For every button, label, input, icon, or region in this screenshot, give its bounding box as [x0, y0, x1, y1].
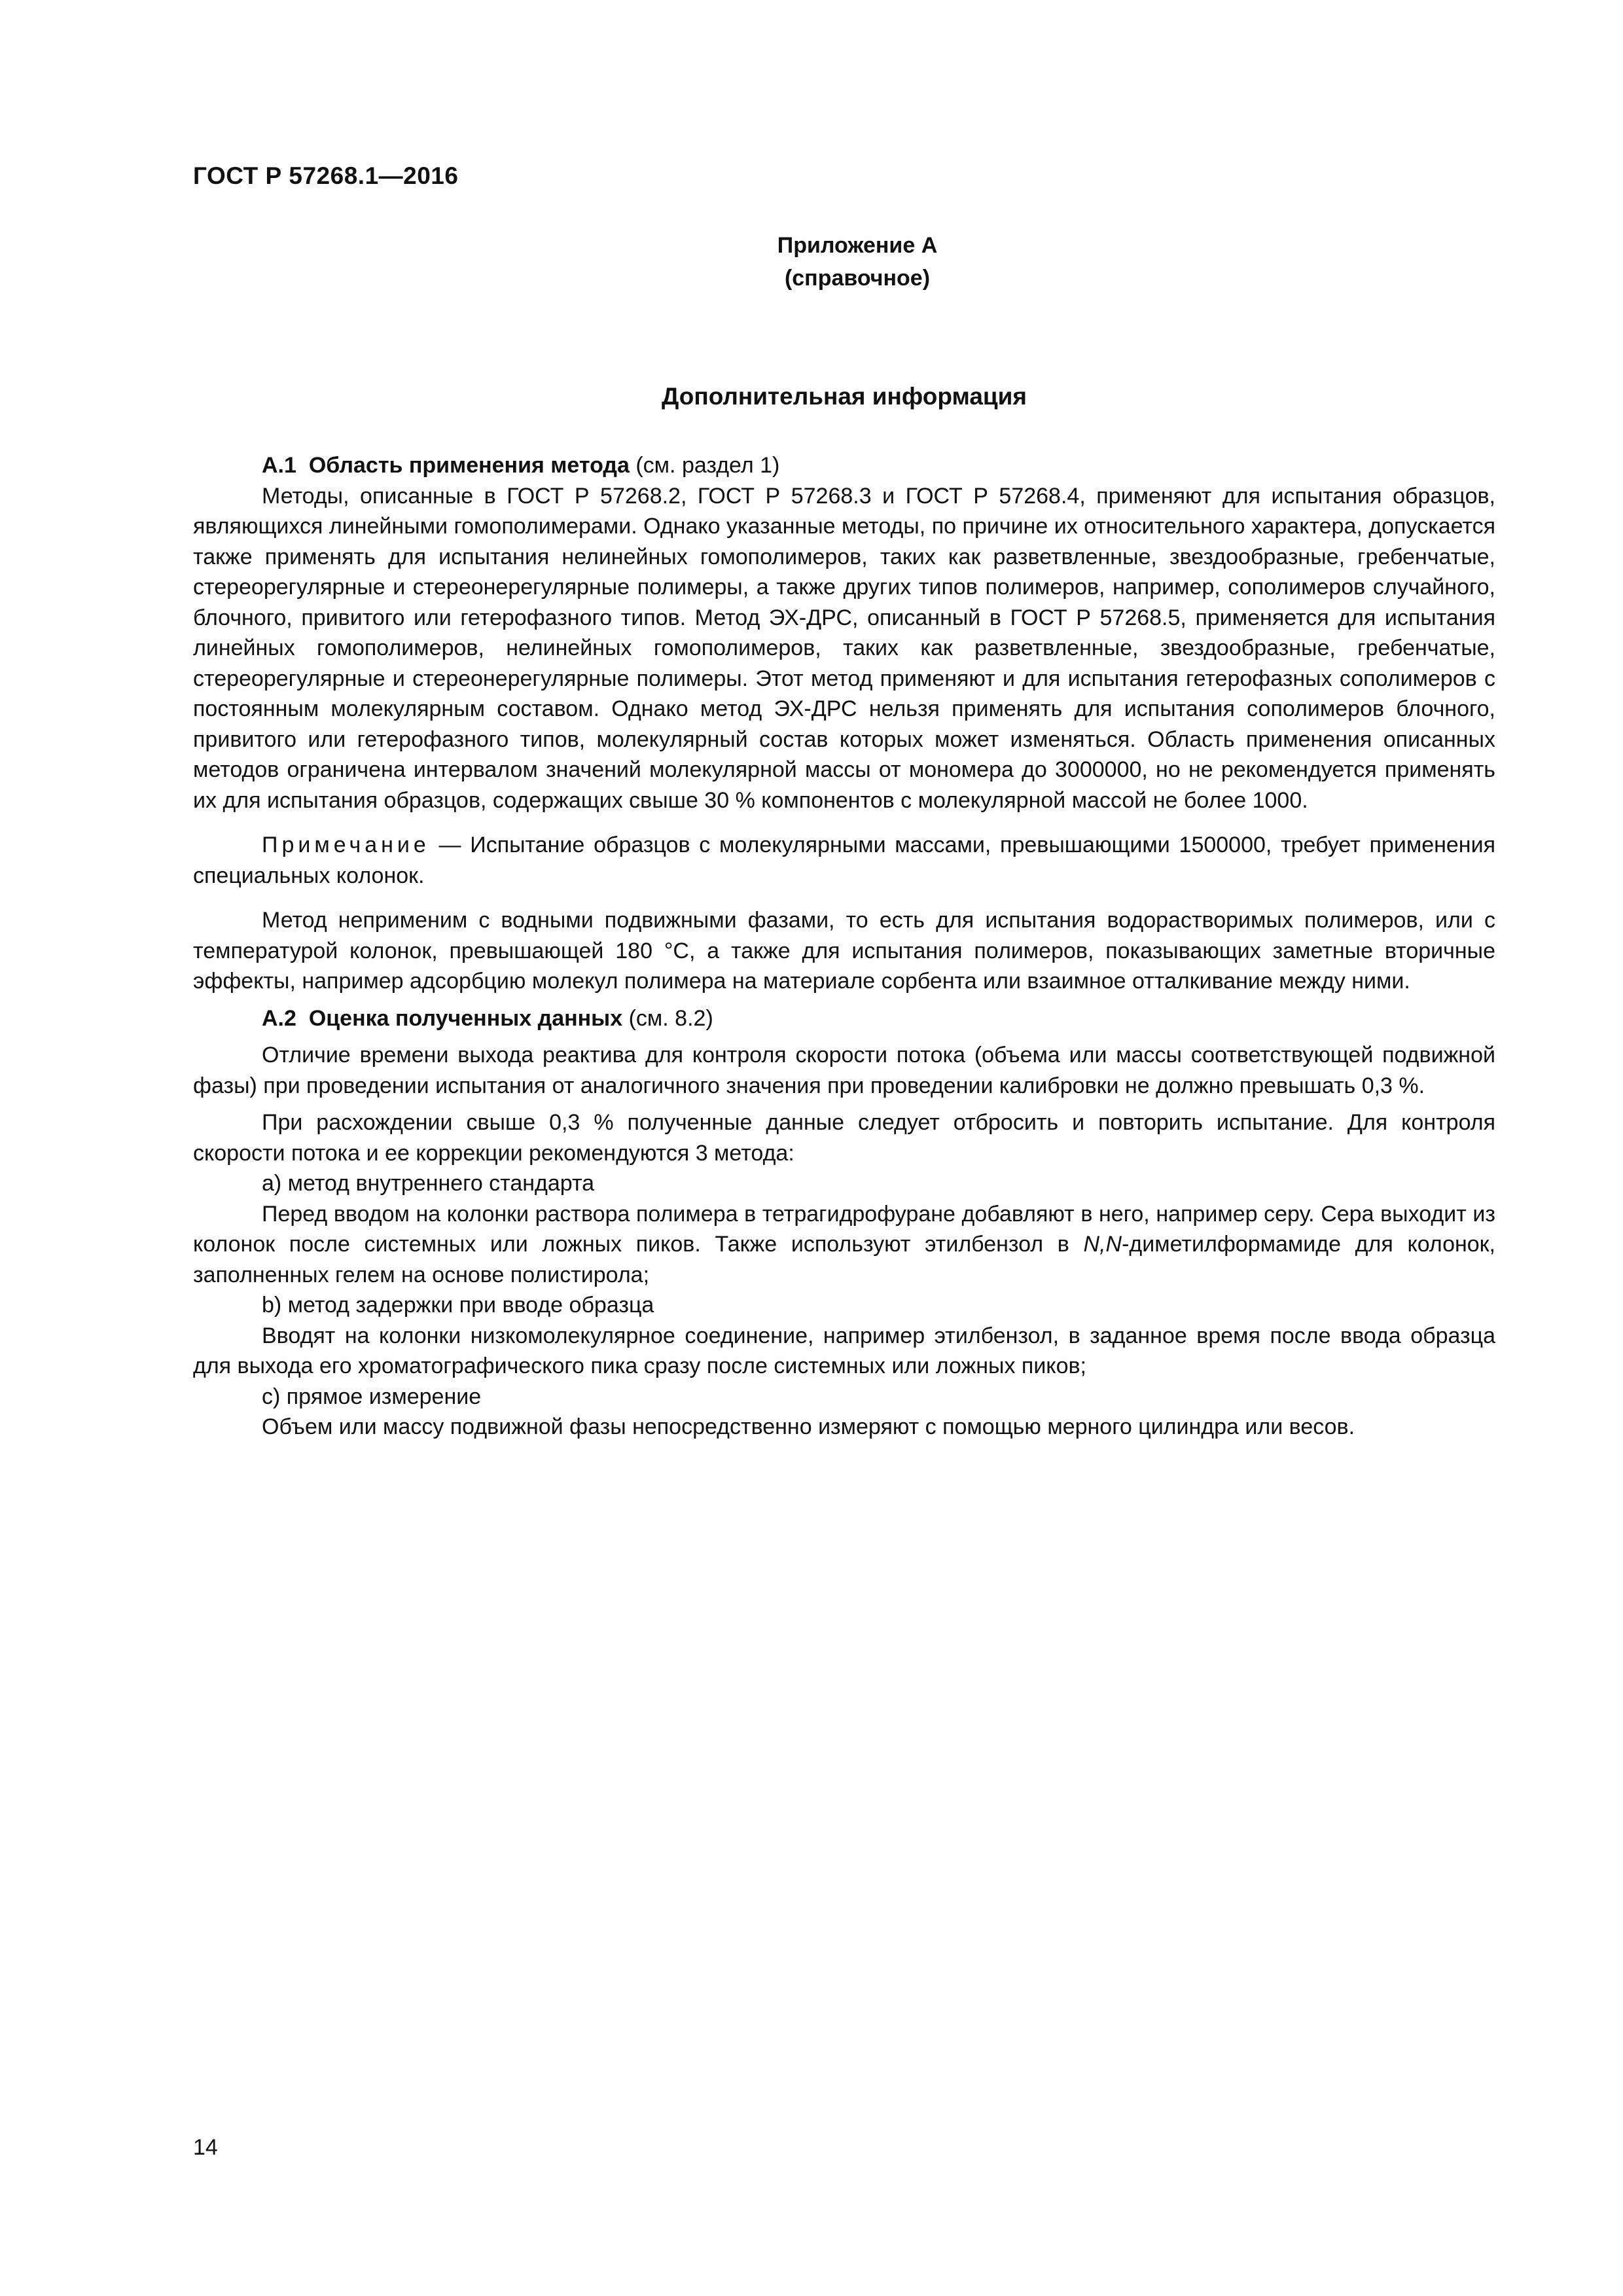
section-a2-number: А.2: [262, 1005, 296, 1031]
note-label: Примечание: [262, 833, 430, 857]
section-a2-paragraph-2: При расхождении свыше 0,3 % полученные данные следует отбросить и повторить испытание. Для контроля скорости потока и ее коррекции рекомендуются 3 метода:: [193, 1110, 1495, 1166]
list-item-b-text: Вводят на колонки низкомолекулярное соединение, например этилбензол, в заданное время после ввода образца для выхода его хроматографического пика сразу после системных или ложных пиков;: [193, 1323, 1495, 1378]
section-a1-note: [193, 830, 1495, 891]
section-a1-header: [193, 450, 1495, 481]
section-a1-paragraph-2: Метод неприменим с водными подвижными фазами, то есть для испытания водорастворимых полимеров, или с температурой колонок, превышающей 180 °С, а также для испытания полимеров, показывающих заметные вторичные эффекты, например адсорбцию молекул полимера на материале сорбента или взаимное отталкивание между ними.: [193, 908, 1495, 994]
section-a1-paragraph-1: Методы, описанные в ГОСТ Р 57268.2, ГОСТ Р 57268.3 и ГОСТ Р 57268.4, применяют для испытания образцов, являющихся линейными гомополимерами. Однако указанные методы, по причине их относительного характера, допускается также применять для испытания нелинейных гомополимеров, таких как разветвленные, звездообразные, гребенчатые, стереорегулярные и стереонерегулярные полимеры, а также других типов полимеров, например, сополимеров случайного, блочного, привитого или гетерофазного типов. Метод ЭХ-ДРС, описанный в ГОСТ Р 57268.5, применяется для испытания линейных гомополимеров, нелинейных гомополимеров, таких как разветвленные, звездообразные, гребенчатые, стереорегулярные и стереонерегулярные полимеры. Этот метод применяют и для испытания гетерофазных сополимеров с постоянным молекулярным составом. Однако метод ЭХ-ДРС нельзя применять для испытания сополимеров блочного, привитого или гетерофазного типов, молекулярный состав которых может изменяться. Область применения описанных методов ограничена интервалом значений молекулярной массы от мономера до 3000000, но не рекомендуется применять их для испытания образцов, содержащих свыше 30 % компонентов с молекулярной массой не более 1000.: [193, 483, 1495, 813]
appendix-subtitle: (справочное): [784, 266, 931, 291]
appendix-title: Приложение А: [777, 233, 938, 258]
list-item-a: а) метод внутреннего стандарта: [262, 1171, 595, 1196]
list-item-c-text: Объем или массу подвижной фазы непосредственно измеряют с помощью мерного цилиндра или весов.: [262, 1414, 1355, 1439]
section-a1-title: Область применения метода: [308, 453, 630, 478]
list-item-b: b) метод задержки при вводе образца: [262, 1293, 654, 1318]
section-a2-ref: (см. 8.2): [622, 1005, 713, 1031]
list-item-a-text: [193, 1199, 1495, 1291]
list-item-a-text-italic: N,N: [1083, 1232, 1122, 1257]
list-item-a-text-part2: -диметилформамиде для колонок, заполненных гелем на основе полистирола;: [193, 1232, 1495, 1287]
section-a1-number: А.1: [262, 453, 296, 478]
document-body: [193, 450, 1495, 1443]
list-item-c: с) прямое измерение: [262, 1384, 482, 1409]
section-a1-ref: (см. раздел 1): [629, 453, 780, 478]
appendix-heading: [681, 229, 1034, 295]
note-text: — Испытание образцов с молекулярными массами, превышающими 1500000, требует применения специальных колонок.: [193, 833, 1495, 888]
section-a2-paragraph-1: Отличие времени выхода реактива для контроля скорости потока (объема или массы соответствующей подвижной фазы) при проведении испытания от аналогичного значения при проведении калибровки не должно превышать 0,3 %.: [193, 1043, 1495, 1098]
document-id: ГОСТ Р 57268.1—2016: [193, 162, 459, 189]
section-heading: Дополнительная информация: [661, 383, 1027, 410]
section-a2-title: Оценка полученных данных: [308, 1005, 623, 1031]
list-item-a-text-part1: Перед вводом на колонки раствора полимера в тетрагидрофуране добавляют в него, например серу. Сера выходит из колонок после системных или ложных пиков. Также используют этилбензол в: [193, 1201, 1495, 1257]
page-number: 14: [193, 2135, 218, 2160]
section-a2-header: [193, 1003, 1495, 1034]
